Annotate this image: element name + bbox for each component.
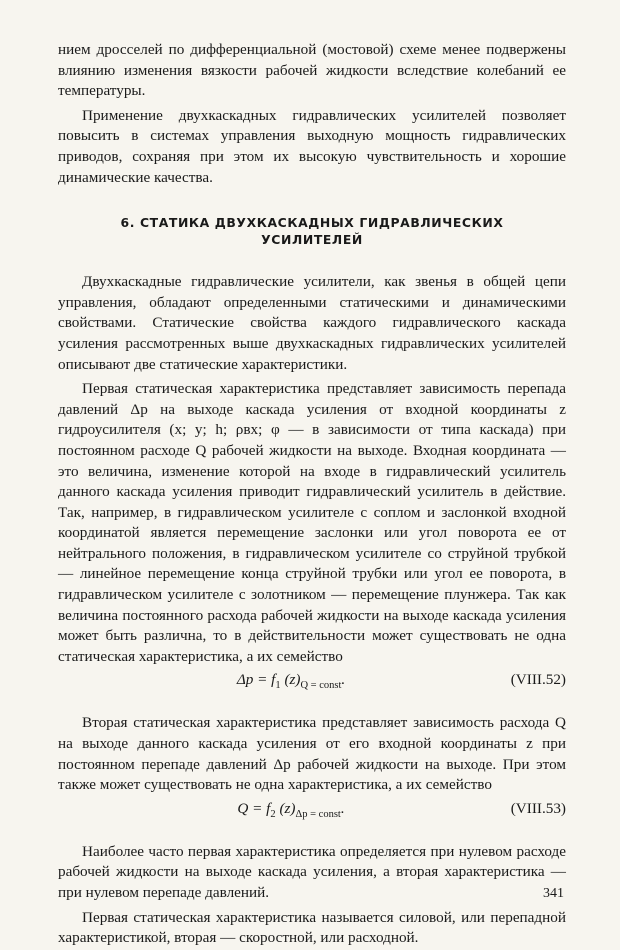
page-body (58, 40, 566, 949)
section-paragraph-4: Наиболее часто первая характеристика определяется при нулевом расходе рабочей жидкости на выходе каскада усиления, а вторая характеристика — при нулевом перепаде давлений. (58, 842, 566, 902)
equation-number: (VIII.53) (510, 799, 566, 817)
page-number: 341 (543, 886, 564, 901)
intro-paragraph-1: нием дросселей по дифференциальной (мостовой) схеме менее подвержены влиянию изменения вязкости рабочей жидкости вследствие колебаний ее температуры. (58, 41, 566, 100)
equation-viii-52 (58, 669, 566, 697)
equation-viii-53 (58, 798, 566, 826)
section-paragraph-5: Первая статическая характеристика называется силовой, или перепадной характеристикой, вторая — скоростной, или расходной. (58, 908, 566, 947)
section-paragraph-3: Вторая статическая характеристика представляет зависимость расхода Q на выходе данного каскада усиления от его входной координаты z при постоянном перепаде давлений Δp рабочей жидкости на выходе. При этом также может существовать не одна характеристика, а их семейство (58, 714, 566, 794)
equation-number: (VIII.52) (510, 671, 566, 689)
intro-paragraph-2: Применение двухкаскадных гидравлических усилителей позволяет повысить в системах управления выходную мощность гидравлических приводов, сохраняя при этом их высокую чувствительность и хорошие динамические качества. (58, 106, 566, 186)
section-heading-line-1: 6. СТАТИКА ДВУХКАСКАДНЫХ ГИДРАВЛИЧЕСКИХ (120, 215, 504, 231)
section-heading (58, 214, 566, 248)
equation-viii-52-formula: $\Delta p = f_1$ $(z)_{Q = const}$. (236, 671, 346, 692)
section-paragraph-2: Первая статическая характеристика представляет зависимость перепада давлений Δp на выходе каскада усиления от входной координаты z гидроусилителя (x; y; h; ρвх; φ — в зависимости от типа каскада) при постоянном расходе Q рабочей жидкости на выходе. Входная координата — это величина, изменение которой на входе в гидравлический усилитель данного каскада усиления приводит гидравлический усилитель в действие. Так, например, в гидравлическом усилителе с соплом и заслонкой входной координатой является перемещение заслонки или угол поворота ее от нейтрального положения, в гидравлическом усилителе со струйной трубкой — линейное перемещение конца струйной трубки или угол ее поворота, в гидравлическом усилителе с золотником — перемещение плунжера. Так как величина постоянного расхода рабочей жидкости на выходе каскада усиления может быть различна, то в действительности может существовать не одна статическая характеристика, а их семейство (58, 380, 566, 665)
equation-viii-53-formula: $Q = f_2$ $(z)_{\Delta p = const}$. (237, 799, 345, 820)
section-paragraph-1: Двухкаскадные гидравлические усилители, как звенья в общей цепи управления, обладают определенными статическими и динамическими свойствами. Статические свойства каждого гидравлического каскада усиления рассмотренных выше двухкаскадных гидравлических усилителей описывают две статические характеристики. (58, 273, 566, 373)
section-heading-line-2: УСИЛИТЕЛЕЙ (261, 232, 363, 248)
